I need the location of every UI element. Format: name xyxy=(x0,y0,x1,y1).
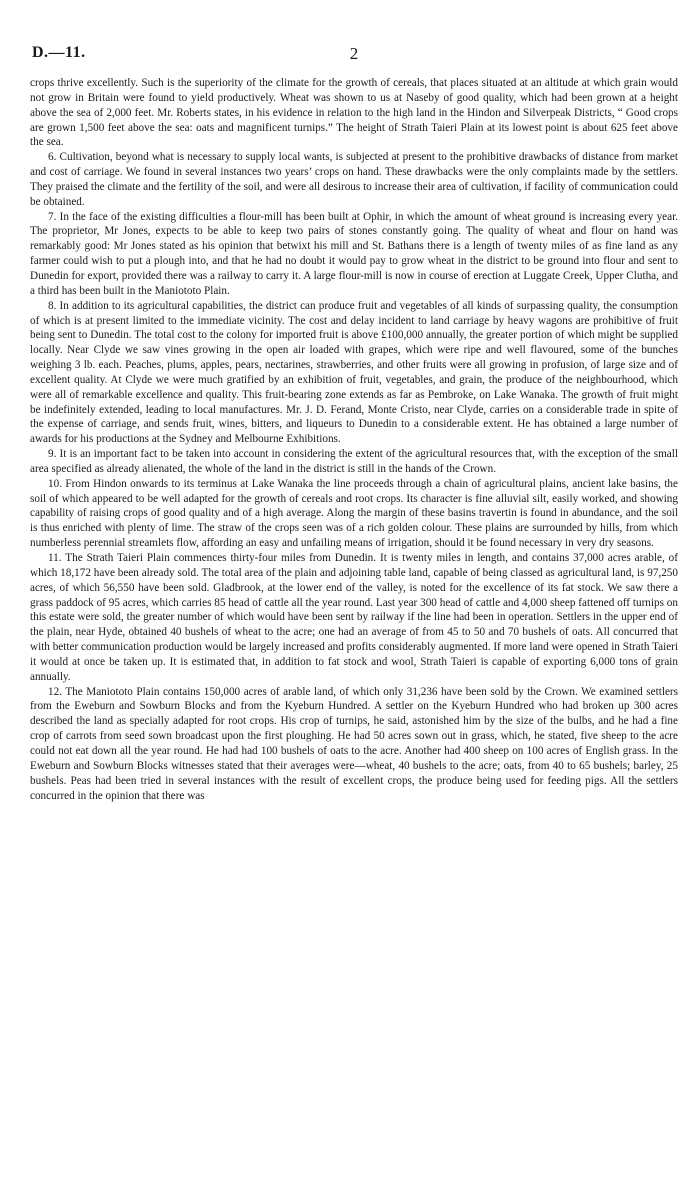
body-text xyxy=(30,76,678,803)
page-number: 2 xyxy=(349,44,359,63)
paragraph-7: 7. In the face of the existing difficulties a flour-mill has been built at Ophir, in which the amount of wheat ground is increasing every year. The proprietor, Mr Jones, expects to be able to keep two pairs of stones constantly going. The quality of wheat and flour on hand was remarkably good: Mr Jones stated as his opinion that betwixt his mill and St. Bathans there is a length of twenty miles of as fine land as any farmer could wish to put a plough into, and that he had no doubt it would pay to grow wheat in the district to be ground into flour and sent to Dunedin for export, provided there was a railway to carry it. A large flour-mill is now in course of erection at Luggate Creek, Upper Clutha, and a third has been built in the Maniototo Plain. xyxy=(30,210,678,297)
paragraph-10: 10. From Hindon onwards to its terminus at Lake Wanaka the line proceeds through a chain of agricultural plains, ancient lake basins, the soil of which appeared to be well adapted for the growth of cereals and root crops. Its character is fine alluvial silt, easily worked, and showing capability of raising crops of good quality and of a high average. Along the margin of these basins travertin is found in abundance, and the soil is thus enriched with plenty of lime. The straw of the crops seen was of a rich golden colour. These plains are surrounded by hills, from which numberless perennial streamlets flow, affording an easy and unfailing means of irrigation, should it be found necessary in very dry seasons. xyxy=(30,477,678,550)
paragraph-6: 6. Cultivation, beyond what is necessary to supply local wants, is subjected at present to the prohibitive drawbacks of distance from market and cost of carriage. We found in several instances two years’ crops on hand. These drawbacks were the only complaints made by the settlers. They praised the climate and the fertility of the soil, and were all desirous to increase their area of cultivation, if facility of communication could be obtained. xyxy=(30,151,678,208)
paragraph-9: 9. It is an important fact to be taken into account in considering the extent of the agricultural resources that, with the exception of the small area specified as already alienated, the whole of the land in the district is still in the hands of the Crown. xyxy=(30,448,678,475)
paragraph-8: 8. In addition to its agricultural capabilities, the district can produce fruit and vegetables of all kinds of surpassing quality, the consumption of which is at present limited to the immediate vicinity. The cost and delay incident to land carriage by heavy wagons are prohibitive of fruit being sent to Dunedin. The total cost to the colony for imported fruit is above £100,000 annually, the greater portion of which might be supplied locally. Near Clyde we saw vines growing in the open air loaded with grapes, which were ripe and well flavoured, some of the bunches weighing 3 lb. each. Peaches, plums, apples, pears, nectarines, strawberries, and other fruits were all growing in profusion, of large size and of excellent quality. At Clyde we were much gratified by an exhibition of fruit, vegetables, and grain, the produce of the neighbourhood, which were all of remarkable excellence and quality. This fruit-bearing zone extends as far as Pembroke, on Lake Wanaka. The growth of fruit might be indefinitely extended, leading to local manufactures. Mr. J. D. Ferand, Monte Cristo, near Clyde, carries on a considerable trade in spite of the expense of carriage, and sends fruit, wines, bitters, and liqueurs to Dunedin to a considerable extent. He has obtained a large number of awards for his productions at the Sydney and Melbourne Exhibitions. xyxy=(30,299,678,446)
page-header xyxy=(30,44,678,66)
document-reference: D.—11. xyxy=(32,44,86,61)
paragraph-12: 12. The Maniototo Plain contains 150,000 acres of arable land, of which only 31,236 have been sold by the Crown. We examined settlers from the Eweburn and Sowburn Blocks and from the Kyeburn Hundred. A settler on the Kyeburn Hundred who had broken up 300 acres described the land as specially adapted for root crops. His crop of turnips, he said, astonished him by the size of the bulbs, and he had a fine crop of carrots from seed sown broadcast upon the first ploughing. He had 50 acres sown out in grass, which, he stated, five sheep to the acre could not eat down all the year round. He had had 100 bushels of oats to the acre. Another had 400 sheep on 100 acres of English grass. In the Eweburn and Sowburn Blocks witnesses stated that their averages were—wheat, 40 bushels to the acre; oats, from 40 to 65 bushels; barley, 25 bushels. Peas had been tried in several instances with the result of excellent crops, the produce being used for feeding pigs. All the settlers concurred in the opinion that there was xyxy=(30,685,678,802)
paragraph-11: 11. The Strath Taieri Plain commences thirty-four miles from Dunedin. It is twenty miles in length, and contains 37,000 acres arable, of which 18,172 have been already sold. The total area of the plain and adjoining table land, capable of being classed as agricultural land, is 97,250 acres, of which 56,550 have been sold. Gladbrook, at the lower end of the valley, is noted for the excellence of its fat stock. We saw there a grass paddock of 95 acres, which carries 85 head of cattle all the year round. Last year 300 head of cattle and 4,000 sheep fattened off turnips on this estate were sold, the greater number of which would have been sent by railway if the line had been in operation. Settlers in the upper end of the plain, near Hyde, obtained 40 bushels of wheat to the acre; one had an average of from 45 to 50 and 70 bushels of oats. All concurred that with better communication production would be largely increased and profits considerably augmented. If more land were opened in Strath Taieri it would at once be taken up. It is estimated that, in addition to fat stock and wool, Strath Taieri is capable of exporting 6,000 tons of grain annually. xyxy=(30,552,678,683)
paragraph-continued: crops thrive excellently. Such is the superiority of the climate for the growth of cereals, that places situated at an altitude at which grain would not grow in Britain were found to yield productively. Wheat was shown to us at Naseby of good quality, which had been grown at a height above the sea of 2,000 feet. Mr. Roberts states, in his evidence in relation to the high land in the Hindon and Silverpeak Districts, “ Good crops are grown 1,500 feet above the sea: oats and magnificent turnips.” The height of Strath Taieri Plain at its lowest point is about 625 feet above the sea. xyxy=(30,77,678,149)
